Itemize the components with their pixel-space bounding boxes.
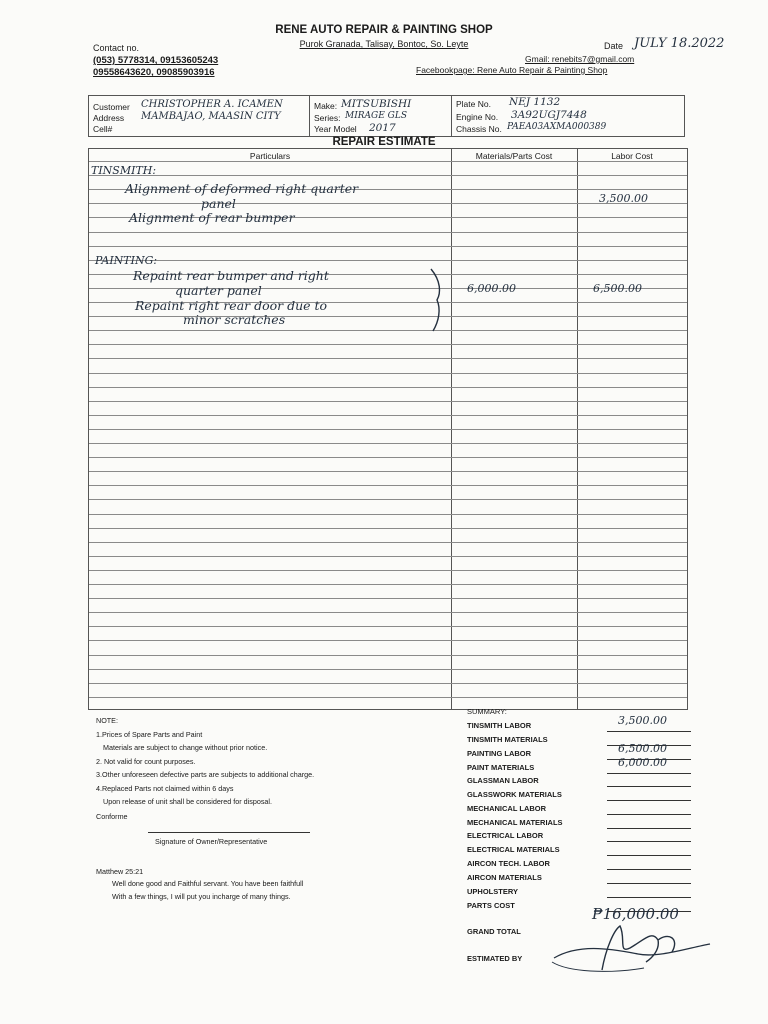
estimator-signature	[548, 918, 718, 978]
ruled-line	[89, 373, 687, 374]
ruled-line	[89, 401, 687, 402]
make-value: MITSUBISHI	[341, 98, 412, 110]
ruled-line	[89, 358, 687, 359]
gmail-address: Gmail: renebits7@gmail.com	[525, 54, 635, 64]
year-value: 2017	[369, 122, 396, 134]
tinsmith-heading: TINSMITH:	[91, 164, 157, 177]
note-2: 2. Not valid for count purposes.	[96, 757, 196, 766]
date-value: JULY 18.2022	[634, 36, 725, 51]
brace-mark	[427, 267, 447, 333]
ruled-line	[89, 471, 687, 472]
customer-address: MAMBAJAO, MAASIN CITY	[141, 111, 281, 122]
ruled-line	[89, 485, 687, 486]
ruled-line	[89, 514, 687, 515]
chassis-value: PAEA03AXMA000389	[507, 122, 607, 132]
painting-heading: PAINTING:	[95, 254, 158, 267]
ruled-line	[89, 697, 687, 698]
note-title: NOTE:	[96, 716, 118, 725]
note-1a: 1.Prices of Spare Parts and Paint	[96, 730, 203, 739]
date-label: Date	[604, 41, 624, 51]
summary-glassman-labor: GLASSMAN LABOR	[467, 776, 539, 785]
ruled-line	[89, 499, 687, 500]
summary-electrical-materials: ELECTRICAL MATERIALS	[467, 845, 560, 854]
ruled-line	[89, 598, 687, 599]
summary-tinsmith-materials: TINSMITH MATERIALS	[467, 735, 548, 744]
engine-value: 3A92UGJ7448	[511, 109, 587, 121]
summary-glasswork-materials: GLASSWORK MATERIALS	[467, 790, 562, 799]
summary-title: SUMMARY:	[467, 707, 507, 716]
ruled-line	[89, 612, 687, 613]
ruled-line	[89, 556, 687, 557]
tinsmith-item-2: Alignment of rear bumper	[129, 210, 295, 225]
signature-caption: Signature of Owner/Representative	[155, 837, 268, 846]
vehicle-info-box	[88, 95, 685, 137]
signature-line	[148, 832, 310, 833]
verse-line-1: Well done good and Faithful servant. You have been faithfull	[112, 879, 304, 888]
tinsmith-item-1: Alignment of deformed right quarter	[125, 181, 359, 196]
year-label: Year Model	[314, 124, 357, 134]
summary-electrical-labor: ELECTRICAL LABOR	[467, 831, 544, 840]
ruled-line	[89, 316, 687, 317]
summary-aircon-labor: AIRCON TECH. LABOR	[467, 859, 550, 868]
verse-line-2: With a few things, I will put you incharge of many things.	[112, 892, 291, 901]
contact-label: Contact no.	[93, 43, 140, 53]
customer-label: Customer	[93, 102, 130, 112]
ruled-line	[89, 387, 687, 388]
col-materials: Materials/Parts Cost	[475, 151, 553, 161]
summary-mechanical-labor: MECHANICAL LABOR	[467, 804, 547, 813]
ruled-line	[89, 669, 687, 670]
ruled-line	[89, 175, 687, 176]
ruled-line	[89, 330, 687, 331]
painting-item-1-cont: quarter panel	[175, 283, 262, 298]
summary-painting-labor: PAINTING LABOR	[467, 749, 532, 758]
tinsmith-item-1-cont: panel	[201, 196, 236, 211]
chassis-label: Chassis No.	[456, 124, 502, 134]
repair-estimate-title: REPAIR ESTIMATE	[332, 136, 436, 148]
summary-painting-labor-value: 6,500.00	[618, 742, 667, 755]
ruled-line	[89, 429, 687, 430]
series-value: MIRAGE GLS	[345, 111, 407, 121]
ruled-line	[89, 246, 687, 247]
col-particulars: Particulars	[249, 151, 291, 161]
summary-parts-cost: PARTS COST	[467, 901, 515, 910]
summary-upholstery: UPHOLSTERY	[467, 887, 518, 896]
ruled-line	[89, 542, 687, 543]
phone-line-2: 09558643620, 09085903916	[93, 67, 215, 78]
ruled-line	[89, 528, 687, 529]
plate-value: NEJ 1132	[509, 96, 561, 108]
note-4a: 4.Replaced Parts not claimed within 6 days	[96, 784, 234, 793]
address-label: Address	[93, 113, 125, 123]
ruled-line	[89, 344, 687, 345]
summary-tinsmith-labor: TINSMITH LABOR	[467, 721, 532, 730]
ruled-line	[89, 415, 687, 416]
shop-address: Purok Granada, Talisay, Bontoc, So. Leyte	[299, 39, 469, 49]
painting-materials-cost: 6,000.00	[467, 282, 516, 295]
summary-paint-materials: PAINT MATERIALS	[467, 763, 535, 772]
note-3: 3.Other unforeseen defective parts are subjects to additional charge.	[96, 770, 315, 779]
ruled-line	[89, 203, 687, 204]
ruled-line	[89, 232, 687, 233]
summary-mechanical-materials: MECHANICAL MATERIALS	[467, 818, 563, 827]
painting-item-1: Repaint rear bumper and right	[133, 268, 329, 283]
summary-estimated-by: ESTIMATED BY	[467, 954, 523, 963]
engine-label: Engine No.	[456, 112, 499, 122]
painting-item-2-cont: minor scratches	[183, 312, 286, 327]
summary-aircon-materials: AIRCON MATERIALS	[467, 873, 542, 882]
series-label: Series:	[314, 113, 341, 123]
ruled-line	[89, 443, 687, 444]
ruled-line	[89, 584, 687, 585]
make-label: Make:	[314, 101, 338, 111]
verse-reference: Matthew 25:21	[96, 867, 144, 876]
plate-label: Plate No.	[456, 99, 491, 109]
ruled-line	[89, 161, 687, 162]
phone-line-1: (053) 5778314, 09153605243	[93, 55, 219, 66]
ruled-line	[89, 683, 687, 684]
customer-name: CHRISTOPHER A. ICAMEN	[141, 99, 283, 110]
ruled-line	[89, 640, 687, 641]
painting-item-2: Repaint right rear door due to	[135, 298, 328, 313]
col-labor: Labor Cost	[611, 151, 653, 161]
summary-paint-materials-value: 6,000.00	[618, 756, 667, 769]
shop-name: RENE AUTO REPAIR & PAINTING SHOP	[275, 24, 493, 36]
ruled-line	[89, 655, 687, 656]
painting-labor-cost: 6,500.00	[593, 282, 642, 295]
ruled-line	[89, 260, 687, 261]
grand-total-value: ₱16,000.00	[592, 905, 679, 923]
ruled-line	[89, 626, 687, 627]
note-1b: Materials are subject to change without prior notice.	[103, 743, 268, 752]
note-4b: Upon release of unit shall be considered for disposal.	[103, 797, 273, 806]
ruled-line	[89, 457, 687, 458]
cell-label: Cell#	[93, 124, 113, 134]
conforme-label: Conforme	[96, 812, 128, 821]
facebook-page: Facebookpage: Rene Auto Repair & Painting Shop	[416, 65, 608, 75]
tinsmith-labor-cost: 3,500.00	[599, 192, 648, 205]
repair-estimate-table	[88, 148, 688, 710]
summary-grand-total: GRAND TOTAL	[467, 927, 521, 936]
summary-tinsmith-labor-value: 3,500.00	[618, 714, 667, 727]
ruled-line	[89, 570, 687, 571]
